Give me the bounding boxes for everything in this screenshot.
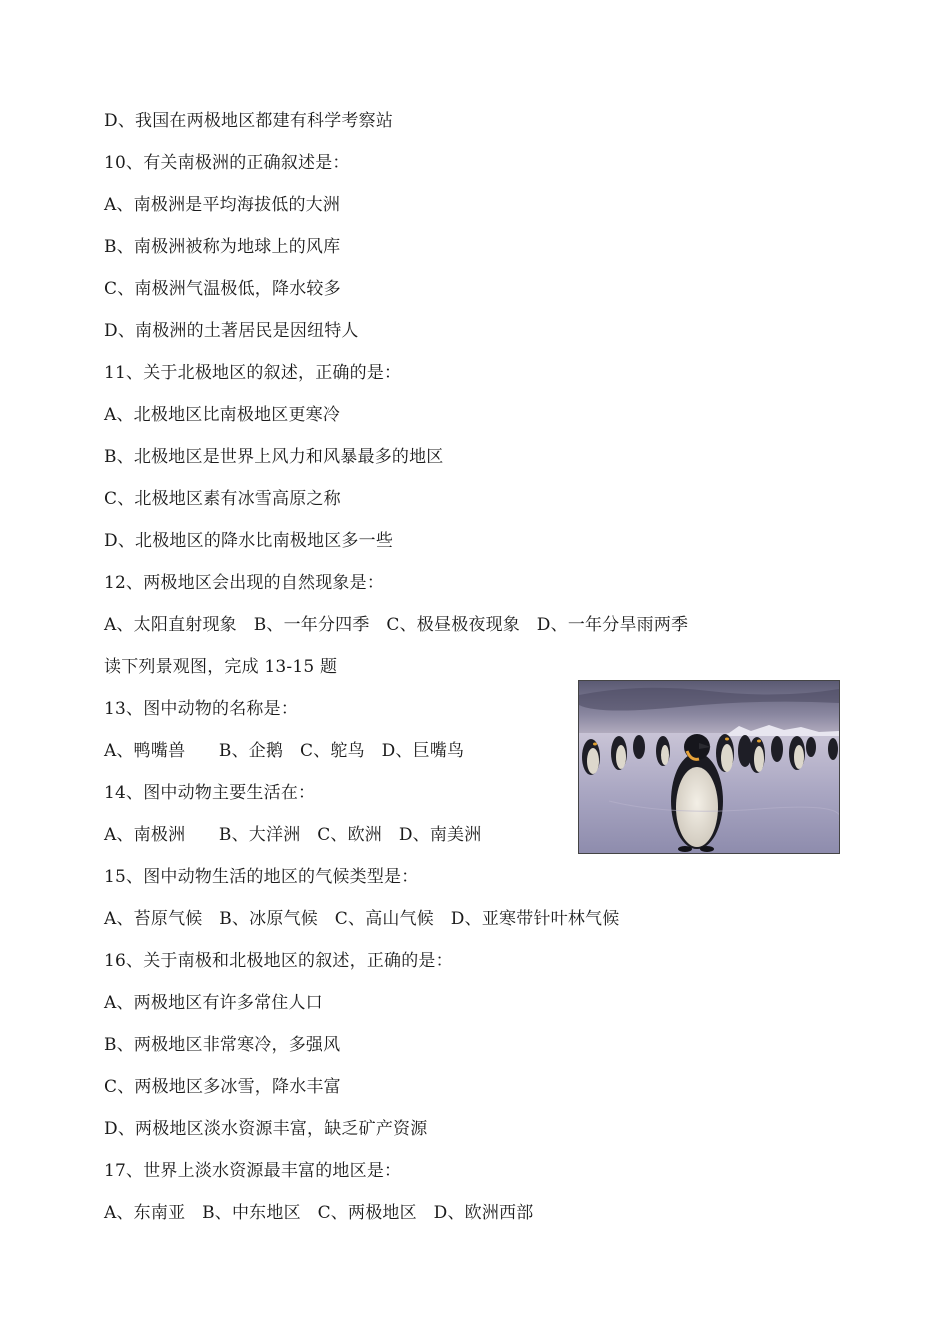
options-15: A、苔原气候 B、冰原气候 C、高山气候 D、亚寒带针叶林气候: [104, 909, 620, 929]
option-16a: A、两极地区有许多常住人口: [104, 993, 323, 1013]
option-11a: A、北极地区比南极地区更寒冷: [104, 405, 341, 425]
option-11d: D、北极地区的降水比南极地区多一些: [104, 531, 394, 551]
options-17: A、东南亚 B、中东地区 C、两极地区 D、欧洲西部: [104, 1203, 534, 1223]
option-10a: A、南极洲是平均海拔低的大洲: [104, 195, 341, 215]
question-14: 14、图中动物主要生活在：: [104, 783, 316, 803]
option-16b: B、两极地区非常寒冷，多强风: [104, 1035, 341, 1055]
option-11c: C、北极地区素有冰雪高原之称: [104, 489, 341, 509]
question-15: 15、图中动物生活的地区的气候类型是：: [104, 867, 419, 887]
option-16d: D、两极地区淡水资源丰富，缺乏矿产资源: [104, 1119, 428, 1139]
option-11b: B、北极地区是世界上风力和风暴最多的地区: [104, 447, 444, 467]
option-16c: C、两极地区多冰雪，降水丰富: [104, 1077, 341, 1097]
option-10d: D、南极洲的土著居民是因纽特人: [104, 321, 359, 341]
question-12: 12、两极地区会出现的自然现象是：: [104, 573, 385, 593]
question-16: 16、关于南极和北极地区的叙述，正确的是：: [104, 951, 453, 971]
question-10: 10、有关南极洲的正确叙述是：: [104, 153, 350, 173]
option-10b: B、南极洲被称为地球上的风库: [104, 237, 341, 257]
options-12: A、太阳直射现象 B、一年分四季 C、极昼极夜现象 D、一年分旱雨两季: [104, 615, 689, 635]
option-10c: C、南极洲气温极低，降水较多: [104, 279, 341, 299]
options-13: A、鸭嘴兽 B、企鹅 C、鸵鸟 D、巨嘴鸟: [104, 741, 465, 761]
question-13: 13、图中动物的名称是：: [104, 699, 299, 719]
question-11: 11、关于北极地区的叙述，正确的是：: [104, 363, 402, 383]
penguin-landscape-photo: [578, 680, 840, 854]
option-9d: D、我国在两极地区都建有科学考察站: [104, 111, 394, 131]
instruction-13-15: 读下列景观图，完成 13-15 题: [104, 657, 338, 677]
options-14: A、南极洲 B、大洋洲 C、欧洲 D、南美洲: [104, 825, 482, 845]
question-17: 17、世界上淡水资源最丰富的地区是：: [104, 1161, 402, 1181]
